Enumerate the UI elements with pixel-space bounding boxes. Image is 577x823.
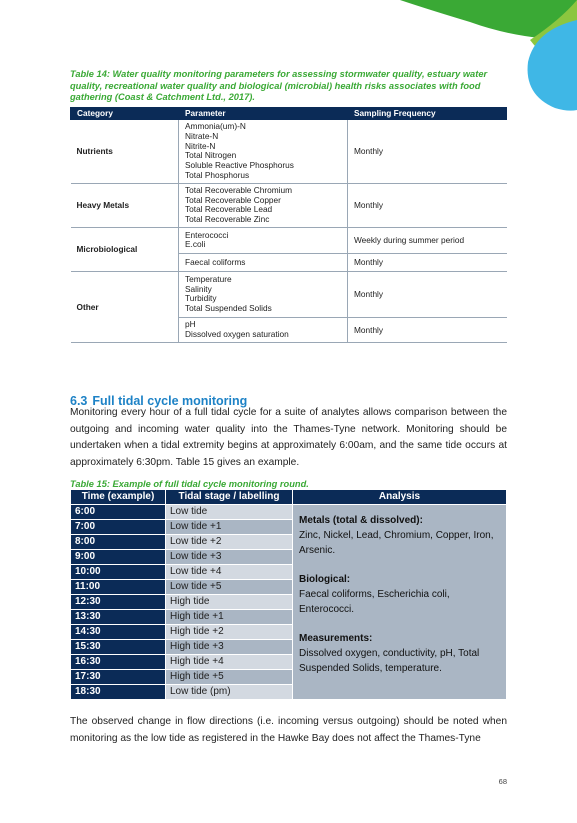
time-cell: 15:30: [71, 640, 166, 655]
section-title: Full tidal cycle monitoring: [92, 394, 248, 408]
water-quality-parameters-table: [70, 107, 507, 343]
parameter-item: Total Recoverable Zinc: [185, 214, 270, 225]
tidal-stage-cell: Low tide +1: [166, 520, 293, 535]
tidal-stage-cell: Low tide: [166, 505, 293, 520]
frequency-cell: Monthly: [348, 183, 507, 227]
parameter-item: Enterococci: [185, 229, 229, 240]
tidal-stage-cell: High tide +2: [166, 625, 293, 640]
table-15-caption: Table 15: Example of full tidal cycle monitoring round.: [70, 479, 309, 489]
table-row: [71, 505, 507, 520]
time-cell: 6:00: [71, 505, 166, 520]
parameter-cell: [179, 317, 348, 342]
analysis-cell: [293, 505, 507, 700]
tidal-stage-cell: Low tide (pm): [166, 685, 293, 700]
frequency-cell: Monthly: [348, 317, 507, 342]
tidal-stage-cell: High tide +4: [166, 655, 293, 670]
parameter-item: Total Recoverable Chromium: [185, 184, 292, 195]
column-header-parameter: Parameter: [179, 108, 348, 120]
analysis-heading: Measurements:: [299, 633, 373, 644]
category-cell: Other: [71, 271, 179, 342]
column-header-tidal-stage: Tidal stage / labelling: [166, 490, 293, 505]
table-row: [71, 120, 507, 184]
analysis-text: Faecal coliforms, Escherichia coli, Enterococci.: [299, 589, 450, 615]
table-row: [71, 227, 507, 253]
category-cell: Heavy Metals: [71, 183, 179, 227]
analysis-text: Dissolved oxygen, conductivity, pH, Total Suspended Solids, temperature.: [299, 648, 480, 674]
time-cell: 16:30: [71, 655, 166, 670]
parameter-item: Nitrate-N: [185, 130, 219, 141]
time-cell: 13:30: [71, 610, 166, 625]
parameter-cell: [179, 227, 348, 253]
parameter-item: Total Phosphorus: [185, 169, 250, 180]
parameter-item: Total Nitrogen: [185, 150, 237, 161]
parameter-item: Total Recoverable Copper: [185, 194, 281, 205]
parameter-item: Salinity: [185, 283, 212, 294]
parameter-item: Temperature: [185, 273, 232, 284]
column-header-category: Category: [71, 108, 179, 120]
time-cell: 11:00: [71, 580, 166, 595]
analysis-heading: Metals (total & dissolved):: [299, 515, 423, 526]
parameter-item: Faecal coliforms: [185, 256, 246, 267]
table-row: [71, 183, 507, 227]
parameter-cell: [179, 120, 348, 184]
table-row: [71, 271, 507, 317]
parameter-item: Soluble Reactive Phosphorus: [185, 160, 294, 171]
column-header-time: Time (example): [71, 490, 166, 505]
tidal-stage-cell: High tide +1: [166, 610, 293, 625]
tidal-stage-cell: High tide: [166, 595, 293, 610]
frequency-cell: Monthly: [348, 120, 507, 184]
parameter-item: Ammonia(um)-N: [185, 121, 246, 131]
analysis-heading: Biological:: [299, 574, 351, 585]
time-cell: 7:00: [71, 520, 166, 535]
analysis-group: [299, 572, 500, 617]
category-cell: Nutrients: [71, 120, 179, 184]
parameter-item: E.coli: [185, 239, 206, 250]
frequency-cell: Monthly: [348, 271, 507, 317]
parameter-item: pH: [185, 318, 196, 329]
time-cell: 17:30: [71, 670, 166, 685]
parameter-item: Total Suspended Solids: [185, 303, 272, 314]
tidal-stage-cell: Low tide +4: [166, 565, 293, 580]
time-cell: 14:30: [71, 625, 166, 640]
parameter-item: Turbidity: [185, 293, 217, 304]
parameter-item: Dissolved oxygen saturation: [185, 328, 289, 339]
column-header-sampling-frequency: Sampling Frequency: [348, 108, 507, 120]
analysis-group: [299, 631, 500, 676]
tidal-stage-cell: Low tide +3: [166, 550, 293, 565]
analysis-group: [299, 513, 500, 558]
column-header-analysis: Analysis: [293, 490, 507, 505]
tidal-stage-cell: Low tide +5: [166, 580, 293, 595]
parameter-cell: [179, 183, 348, 227]
parameter-cell: [179, 271, 348, 317]
parameter-item: Nitrite-N: [185, 140, 216, 151]
time-cell: 8:00: [71, 535, 166, 550]
frequency-cell: Monthly: [348, 253, 507, 271]
page-number: 68: [498, 777, 507, 786]
analysis-text: Zinc, Nickel, Lead, Chromium, Copper, Iron, Arsenic.: [299, 530, 494, 556]
time-cell: 9:00: [71, 550, 166, 565]
time-cell: 18:30: [71, 685, 166, 700]
tidal-stage-cell: Low tide +2: [166, 535, 293, 550]
tidal-cycle-monitoring-table: [70, 490, 507, 700]
time-cell: 12:30: [71, 595, 166, 610]
category-cell: Microbiological: [71, 227, 179, 271]
frequency-cell: Weekly during summer period: [348, 227, 507, 253]
time-cell: 10:00: [71, 565, 166, 580]
closing-paragraph: The observed change in flow directions (i.e. incoming versus outgoing) should be noted when monitoring as the low tide as registered in the Hawke Bay does not affect the Thames-Tyne: [70, 716, 507, 744]
table-14-caption: Table 14: Water quality monitoring parameters for assessing stormwater quality, estuary water quality, recreational water quality and biological (microbial) health risks associates with food gathering (Coast & Catchment Ltd., 2017).: [70, 69, 488, 102]
section-number: 6.3: [70, 394, 88, 408]
tidal-stage-cell: High tide +3: [166, 640, 293, 655]
parameter-cell: [179, 253, 348, 271]
tidal-stage-cell: High tide +5: [166, 670, 293, 685]
parameter-item: Total Recoverable Lead: [185, 204, 273, 215]
section-paragraph: Monitoring every hour of a full tidal cycle for a suite of analytes allows comparison between the outgoing and incoming water quality into the Thames-Tyne network. Monitoring should be undertaken when a tidal extremity begins at approximately 6:00am, and the same tide occurs at approximately 6:30pm. Table 15 gives an example.: [70, 407, 507, 468]
